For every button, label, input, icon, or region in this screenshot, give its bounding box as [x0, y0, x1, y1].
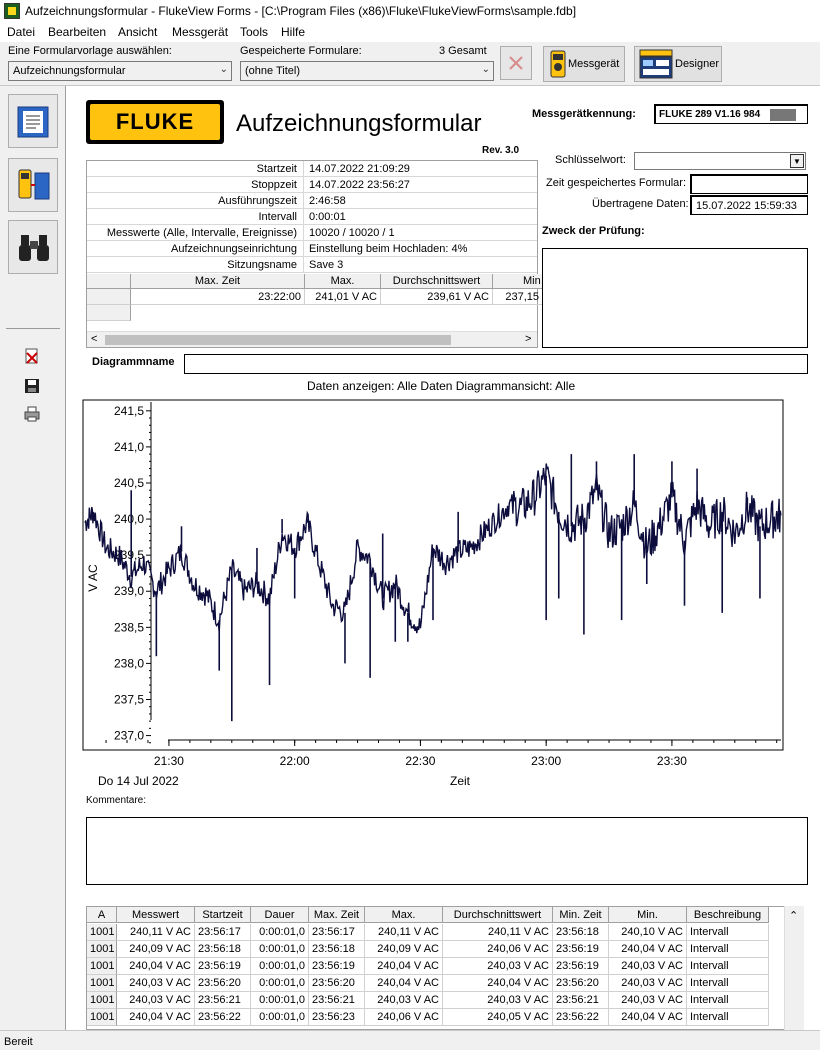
table-row[interactable]	[87, 992, 787, 1009]
x-tick-label: 23:30	[656, 754, 687, 768]
property-row	[87, 241, 537, 257]
table-cell: 240,06 V AC	[443, 941, 553, 958]
summary-header: Min	[493, 274, 543, 289]
summary-header: Max.	[305, 274, 381, 289]
table-cell: Intervall	[687, 1009, 769, 1026]
diagram-name-label: Diagrammname	[92, 356, 175, 368]
table-cell: 23:56:18	[195, 941, 251, 958]
menu-datei[interactable]: Datei	[7, 25, 36, 39]
table-cell: 240,06 V AC	[365, 1009, 443, 1026]
saved-forms-count: 3 Gesamt	[439, 45, 487, 57]
search-button[interactable]	[8, 220, 58, 274]
table-cell: 240,11 V AC	[365, 924, 443, 941]
designer-icon	[639, 49, 673, 79]
table-row[interactable]	[87, 958, 787, 975]
transferred-field	[690, 195, 808, 215]
table-column-header[interactable]: Min. Zeit	[553, 907, 609, 923]
table-cell: 240,03 V AC	[609, 975, 687, 992]
table-column-header[interactable]: Messwert	[117, 907, 195, 923]
property-row	[87, 225, 537, 241]
window-title: Aufzeichnungsformular - FlukeView Forms - [C:\Program Files (x86)\Fluke\FlukeViewForms\sample.fdb]	[25, 4, 577, 18]
table-cell: 23:56:20	[309, 975, 365, 992]
designer-button[interactable]	[634, 46, 722, 82]
table-cell: Intervall	[687, 992, 769, 1009]
table-row[interactable]	[87, 924, 787, 941]
property-key: Intervall	[258, 211, 297, 223]
diagram-name-field[interactable]	[184, 354, 808, 374]
summary-cell: 241,01 V AC	[305, 289, 381, 305]
keyword-label: Schlüsselwort:	[555, 154, 626, 166]
table-cell: 240,03 V AC	[609, 958, 687, 975]
property-key: Aufzeichnungseinrichtung	[171, 243, 297, 255]
form-document-icon	[17, 103, 51, 139]
form-canvas	[66, 86, 820, 1030]
table-column-header[interactable]: Max. Zeit	[309, 907, 365, 923]
summary-header: Max. Zeit	[131, 274, 305, 289]
table-cell: 23:56:21	[195, 992, 251, 1009]
table-cell: 240,09 V AC	[365, 941, 443, 958]
table-cell: 240,04 V AC	[609, 1009, 687, 1026]
property-divider	[303, 161, 304, 177]
property-key: Messwerte (Alle, Intervalle, Ereignisse)	[106, 227, 297, 239]
delete-form-button[interactable]	[500, 46, 532, 80]
property-value: 10020 / 10020 / 1	[309, 227, 395, 239]
chevron-down-icon[interactable]: ▼	[790, 154, 804, 168]
table-cell: 23:56:17	[309, 924, 365, 941]
table-cell: 240,03 V AC	[443, 958, 553, 975]
fluke-logo	[86, 100, 224, 144]
saved-forms-select[interactable]	[240, 61, 494, 81]
form-title: Aufzeichnungsformular	[236, 110, 482, 137]
redacted-block	[770, 109, 796, 121]
table-cell: Intervall	[687, 941, 769, 958]
table-cell: 1001	[87, 975, 117, 992]
purpose-label: Zweck der Prüfung:	[542, 225, 645, 237]
status-text: Bereit	[4, 1036, 33, 1048]
table-row[interactable]	[87, 975, 787, 992]
sidebar-divider	[6, 328, 60, 329]
table-cell: 23:56:19	[195, 958, 251, 975]
menu-bearbeiten[interactable]: Bearbeiten	[48, 25, 107, 39]
sidebar	[0, 86, 66, 1030]
purpose-textarea[interactable]	[542, 248, 808, 348]
y-tick-label: 239,0	[113, 584, 144, 599]
saved-time-label: Zeit gespeichertes Formular:	[546, 177, 686, 189]
property-divider	[303, 193, 304, 209]
summary-cell: 23:22:00	[131, 289, 305, 305]
print-icon[interactable]	[24, 406, 40, 422]
y-tick-label: 238,0	[113, 656, 144, 671]
property-key: Startzeit	[256, 163, 297, 175]
menu-tools[interactable]: Tools	[240, 25, 269, 39]
delete-icon[interactable]	[24, 348, 40, 364]
form-revision: Rev. 3.0	[482, 145, 520, 156]
comments-textarea[interactable]	[86, 817, 808, 885]
table-cell: 0:00:01,0	[251, 1009, 309, 1026]
forms-view-button[interactable]	[8, 94, 58, 148]
table-cell: 240,11 V AC	[443, 924, 553, 941]
y-tick-label: 240,0	[113, 512, 144, 527]
y-tick-label: 237,0	[113, 728, 144, 743]
table-cell: Intervall	[687, 958, 769, 975]
designer-button-label: Designer	[675, 58, 720, 70]
status-bar	[0, 1030, 820, 1050]
table-cell: 23:56:20	[553, 975, 609, 992]
table-column-header[interactable]: Min.	[609, 907, 687, 923]
table-cell: 240,03 V AC	[443, 992, 553, 1009]
property-divider	[303, 225, 304, 241]
table-cell: 240,10 V AC	[609, 924, 687, 941]
table-column-header[interactable]: Dauer	[251, 907, 309, 923]
table-cell: 240,04 V AC	[365, 975, 443, 992]
saved-forms-value: (ohne Titel)	[245, 65, 301, 77]
table-cell: 240,03 V AC	[117, 992, 195, 1009]
table-cell: 1001	[87, 958, 117, 975]
voltage-chart	[66, 391, 820, 791]
menu-messgeraet[interactable]: Messgerät	[172, 25, 229, 39]
vertical-scrollbar[interactable]	[784, 906, 804, 1030]
property-key: Ausführungszeit	[218, 195, 297, 207]
binoculars-icon	[17, 231, 51, 263]
property-row	[87, 257, 537, 273]
table-cell: 0:00:01,0	[251, 941, 309, 958]
measurement-table	[86, 906, 804, 1030]
table-cell: 240,04 V AC	[117, 1009, 195, 1026]
scroll-right-icon[interactable]: >	[525, 333, 532, 345]
summary-cell: 237,15	[493, 289, 543, 305]
table-cell: 240,05 V AC	[443, 1009, 553, 1026]
table-cell: 23:56:18	[309, 941, 365, 958]
meter-transfer-button[interactable]	[8, 158, 58, 212]
table-column-header[interactable]: Startzeit	[195, 907, 251, 923]
y-tick-label: 238,5	[113, 620, 144, 635]
meter-button[interactable]	[543, 46, 625, 82]
property-value: 2:46:58	[309, 195, 346, 207]
property-key: Stoppzeit	[251, 179, 297, 191]
close-icon	[501, 47, 531, 79]
table-cell: 0:00:01,0	[251, 958, 309, 975]
table-cell: 1001	[87, 992, 117, 1009]
horizontal-scrollbar[interactable]	[87, 331, 537, 347]
template-label: Eine Formularvorlage auswählen:	[8, 45, 172, 57]
multimeter-icon	[549, 50, 567, 78]
table-cell: 23:56:22	[195, 1009, 251, 1026]
property-row	[87, 161, 537, 177]
table-cell: Intervall	[687, 924, 769, 941]
keyword-select[interactable]	[634, 152, 806, 170]
summary-row-header	[87, 305, 131, 321]
table-cell: 23:56:21	[309, 992, 365, 1009]
table-cell: Intervall	[687, 975, 769, 992]
save-icon[interactable]	[24, 378, 40, 394]
table-column-header[interactable]: Beschreibung	[687, 907, 769, 923]
menu-bar	[0, 22, 820, 42]
table-cell: 23:56:17	[195, 924, 251, 941]
table-cell: 23:56:23	[309, 1009, 365, 1026]
property-value: 0:00:01	[309, 211, 346, 223]
table-cell: 23:56:18	[553, 924, 609, 941]
table-cell: 0:00:01,0	[251, 975, 309, 992]
scroll-left-icon[interactable]: <	[91, 333, 98, 345]
saved-time-field[interactable]	[690, 174, 808, 194]
app-icon	[4, 3, 20, 19]
property-row	[87, 177, 537, 193]
x-axis-label: Zeit	[449, 774, 471, 788]
table-column-header[interactable]: A	[87, 907, 117, 923]
meter-button-label: Messgerät	[568, 58, 620, 70]
table-cell: 1001	[87, 1009, 117, 1026]
meter-transfer-icon	[17, 167, 51, 203]
table-cell: 1001	[87, 941, 117, 958]
table-cell: 240,09 V AC	[117, 941, 195, 958]
toolbar	[0, 42, 820, 86]
x-tick-label: 22:30	[405, 754, 436, 768]
y-tick-label: 237,5	[113, 692, 144, 707]
property-divider	[303, 241, 304, 257]
meter-id-label: Messgerätkennung:	[532, 108, 636, 120]
chevron-down-icon: ⌄	[481, 64, 490, 75]
table-cell: 240,11 V AC	[117, 924, 195, 941]
chart-date-label: Do 14 Jul 2022	[98, 774, 179, 788]
saved-forms-label: Gespeicherte Formulare:	[240, 45, 362, 57]
comments-label: Kommentare:	[86, 795, 147, 806]
x-tick-label: 22:00	[279, 754, 310, 768]
property-value: 14.07.2022 21:09:29	[309, 163, 410, 175]
property-divider	[303, 177, 304, 193]
table-cell: 23:56:19	[553, 958, 609, 975]
meter-id-field	[654, 104, 808, 124]
session-properties-grid	[86, 160, 541, 348]
table-cell: 240,04 V AC	[365, 958, 443, 975]
table-cell: 240,03 V AC	[609, 992, 687, 1009]
property-divider	[303, 257, 304, 273]
table-cell: 240,04 V AC	[117, 958, 195, 975]
property-divider	[303, 209, 304, 225]
template-select-value: Aufzeichnungsformular	[13, 65, 126, 77]
menu-ansicht[interactable]: Ansicht	[118, 25, 158, 39]
table-cell: 23:56:22	[553, 1009, 609, 1026]
summary-row-header	[87, 289, 131, 305]
property-value: Save 3	[309, 259, 344, 271]
title-bar	[0, 0, 820, 22]
scrollbar-thumb[interactable]	[105, 335, 451, 345]
chart-header: Daten anzeigen: Alle Daten Diagrammansicht: Alle	[307, 379, 576, 393]
meter-id-value: FLUKE 289 V1.16 984	[659, 109, 761, 120]
table-column-header[interactable]: Durchschnittswert	[443, 907, 553, 923]
table-cell: 23:56:21	[553, 992, 609, 1009]
table-cell: 0:00:01,0	[251, 992, 309, 1009]
y-tick-label: 239,5	[113, 548, 144, 563]
transferred-value: 15.07.2022 15:59:33	[696, 200, 797, 212]
property-key: Sitzungsname	[227, 259, 297, 271]
table-cell: 240,04 V AC	[609, 941, 687, 958]
table-column-header[interactable]: Max.	[365, 907, 443, 923]
summary-cell: 239,61 V AC	[381, 289, 493, 305]
table-row[interactable]	[87, 1009, 787, 1026]
table-cell: 240,04 V AC	[443, 975, 553, 992]
y-tick-label: 241,5	[113, 403, 144, 418]
template-select[interactable]	[8, 61, 232, 81]
property-value: Einstellung beim Hochladen: 4%	[309, 243, 468, 255]
y-axis-label: V AC	[86, 564, 100, 592]
fluke-logo-text: FLUKE	[90, 104, 220, 140]
summary-table	[87, 274, 541, 324]
property-row	[87, 209, 537, 225]
transferred-label: Übertragene Daten:	[592, 198, 689, 210]
x-tick-label: 21:30	[153, 754, 184, 768]
table-cell: 1001	[87, 924, 117, 941]
property-row	[87, 193, 537, 209]
summary-corner	[87, 274, 131, 289]
table-cell: 23:56:19	[309, 958, 365, 975]
scroll-up-icon[interactable]: ⌃	[789, 910, 799, 922]
y-tick-label: 241,0	[113, 439, 144, 454]
table-cell: 23:56:19	[553, 941, 609, 958]
menu-hilfe[interactable]: Hilfe	[281, 25, 306, 39]
y-tick-label: 240,5	[113, 475, 144, 490]
table-cell: 0:00:01,0	[251, 924, 309, 941]
x-tick-label: 23:00	[531, 754, 562, 768]
table-cell: 240,03 V AC	[117, 975, 195, 992]
table-cell: 23:56:20	[195, 975, 251, 992]
property-value: 14.07.2022 23:56:27	[309, 179, 410, 191]
table-cell: 240,03 V AC	[365, 992, 443, 1009]
table-row[interactable]	[87, 941, 787, 958]
chevron-down-icon: ⌄	[219, 64, 228, 75]
summary-header: Durchschnittswert	[381, 274, 493, 289]
